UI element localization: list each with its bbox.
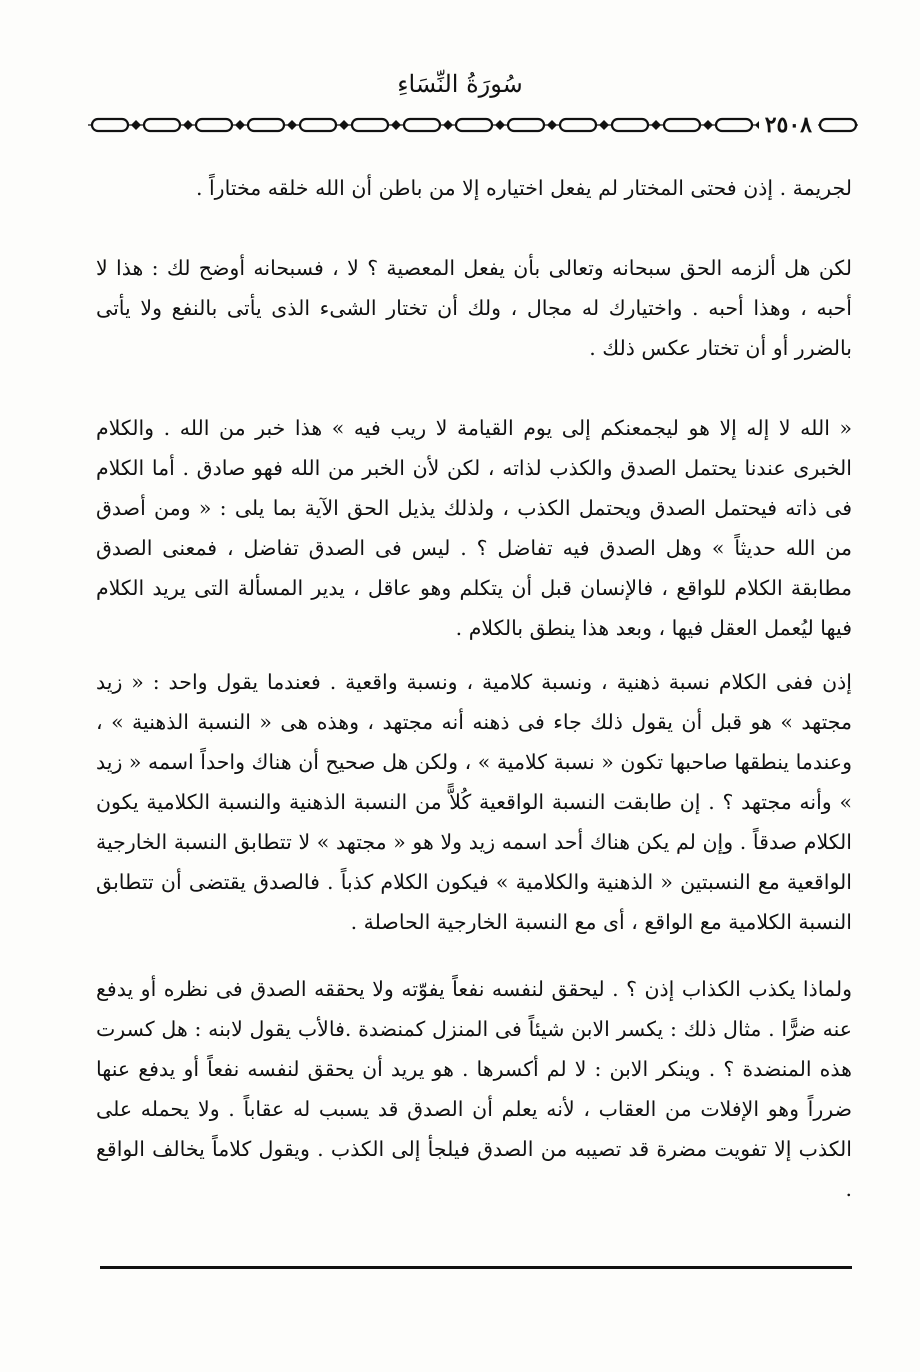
paragraph-gap — [96, 368, 852, 408]
paragraph-gap — [96, 942, 852, 969]
chain-ornament-icon — [88, 110, 858, 140]
paragraph-gap — [96, 648, 852, 662]
page-header-ornament-row — [88, 110, 858, 140]
page-number: ٢٥٠٨ — [759, 110, 818, 140]
page-body — [96, 168, 852, 1209]
surah-title: سُورَةُ النِّسَاءِ — [397, 70, 523, 98]
paragraph-3: « الله لا إله إلا هو ليجمعنكم إلى يوم القيامة لا ريب فيه » هذا خبر من الله . والكلام الخبرى عندنا يحتمل الصدق والكذب لذاته ، لكن لأن الخبر من الله فهو صادق . أما الكلام فى ذاته فيحتمل الصدق ويحتمل الكذب ، ولذلك يذيل الحق الآية بما يلى : « ومن أصدق من الله حديثاً » وهل الصدق فيه تفاضل ؟ . ليس فى الصدق تفاضل ، فمعنى الصدق مطابقة الكلام للواقع ، فالإنسان قبل أن يتكلم وهو عاقل ، يدير المسألة التى يريد الكلام فيها ليُعمل العقل فيها ، وبعد هذا ينطق بالكلام . — [96, 416, 852, 640]
footer-rule — [100, 1266, 852, 1269]
paragraph-1: لجريمة . إذن فحتى المختار لم يفعل اختياره إلا من باطن أن الله خلقه مختاراً . — [195, 176, 852, 200]
paragraph-5: ولماذا يكذب الكذاب إذن ؟ . ليحقق لنفسه نفعاً يفوّته ولا يحققه الصدق فى نظره أو يدفع عنه ضرًّا . مثال ذلك : يكسر الابن شيئاً فى المنزل كمنضدة .فالأب يقول لابنه : هل كسرت هذه المنضدة ؟ . وينكر الابن : لا لم أكسرها . هو يريد أن يحقق لنفسه نفعاً أو يدفع عنها ضرراً وهو الإفلات من العقاب ، لأنه يعلم أن الصدق قد يسبب له عقاباً . ولا يحمله على الكذب إلا تفويت مضرة قد تصيبه من الصدق فيلجأ إلى الكذب . ويقول كلاماً يخالف الواقع . — [96, 977, 852, 1201]
paragraph-gap — [96, 208, 852, 248]
paragraph-2: لكن هل ألزمه الحق سبحانه وتعالى بأن يفعل المعصية ؟ لا ، فسبحانه أوضح لك : هذا لا أحبه ، وهذا أحبه . واختيارك له مجال ، ولك أن تختار الشىء الذى يأتى بالنفع ولا يأتى بالضرر أو أن تختار عكس ذلك . — [96, 256, 852, 360]
paragraph-4: إذن ففى الكلام نسبة ذهنية ، ونسبة كلامية ، ونسبة واقعية . فعندما يقول واحد : « زيد مجتهد » هو قبل أن يقول ذلك جاء فى ذهنه أنه مجتهد ، وهذه هى « النسبة الذهنية » ، وعندما ينطقها صاحبها تكون « نسبة كلامية » ، ولكن هل صحيح أن هناك واحداً اسمه « زيد » وأنه مجتهد ؟ . إن طابقت النسبة الواقعية كُلاًّ من النسبة الذهنية والنسبة الكلامية يكون الكلام صدقاً . وإن لم يكن هناك أحد اسمه زيد ولا هو « مجتهد » لا تتطابق النسبة الخارجية الواقعية مع النسبتين « الذهنية والكلامية » فيكون الكلام كذباً . فالصدق يقتضى أن تتطابق النسبة الكلامية مع الواقع ، أى مع النسبة الخارجية الحاصلة . — [96, 670, 852, 934]
